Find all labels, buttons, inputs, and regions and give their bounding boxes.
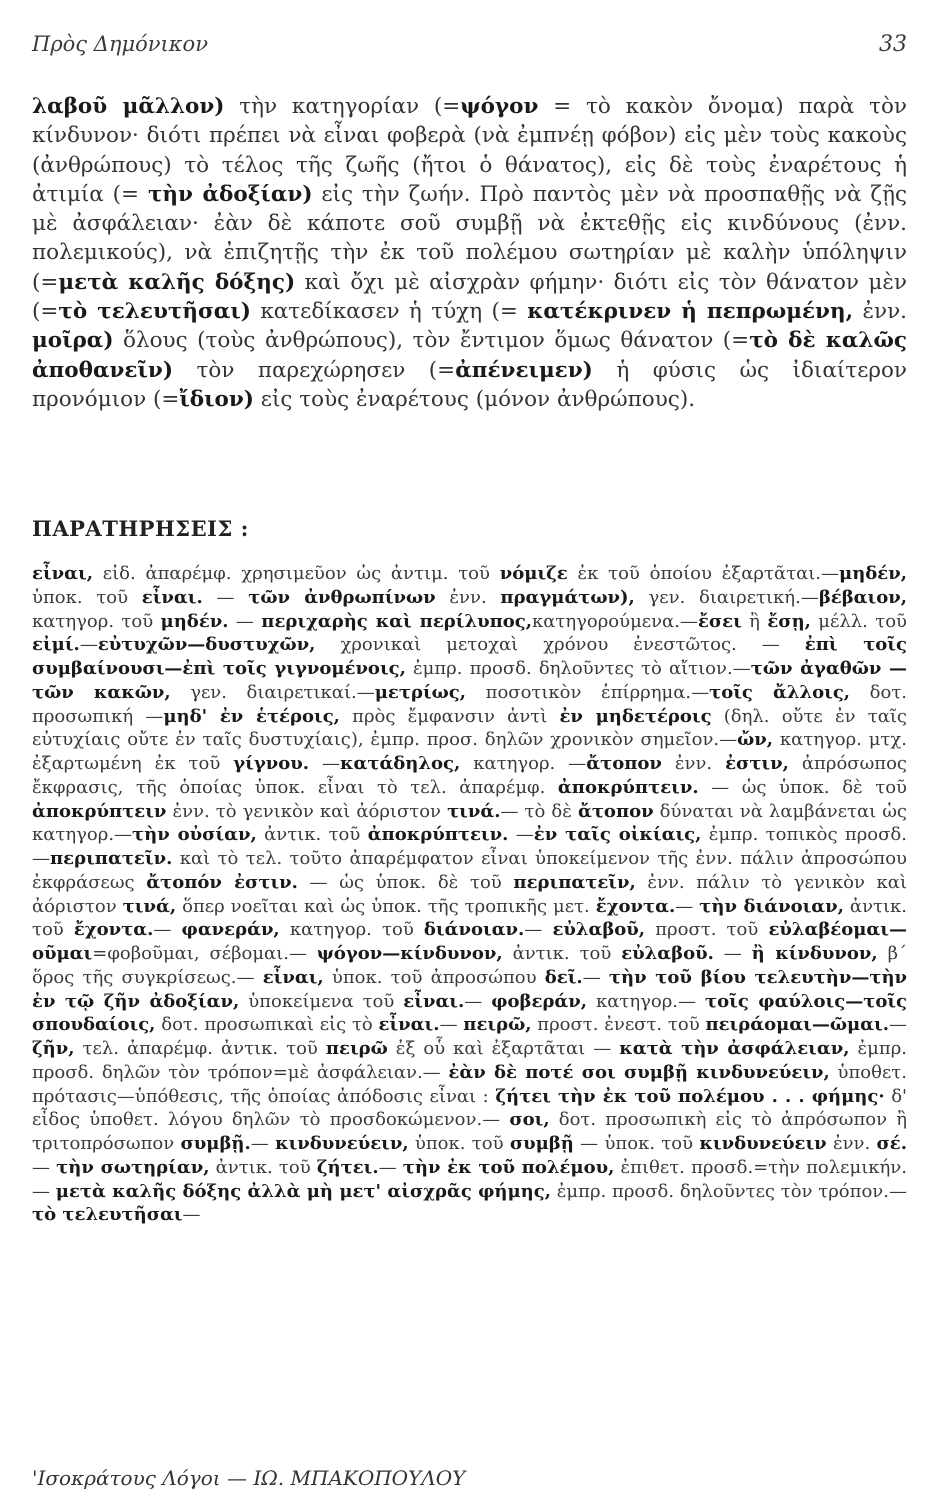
text-run: τελ. ἀπαρέμφ. ἀντικ. τοῦ	[74, 1038, 326, 1059]
bold-term: ἐν μηδετέροις	[559, 705, 712, 727]
text-run: ἐμπρ. προσδ. δηλοῦντες τὸ αἴτιον.—	[405, 658, 751, 679]
text-run: ἡ φύσις ὡς ἰδιαίτερον προνόμιον (=	[32, 357, 907, 412]
text-run: ἐνν.	[853, 299, 907, 325]
bold-term: ἴδιον)	[179, 386, 254, 412]
bold-term: τοῖς φαύλοις—τοῖς σπουδαίοις,	[32, 990, 908, 1036]
bold-term: ἐστιν,	[725, 753, 789, 774]
bold-term: ἐὰν δὲ ποτέ σοι συμβῇ κινδυνεύειν,	[448, 1061, 830, 1083]
text-run: —	[675, 895, 700, 917]
text-run: ὑποκ. τοῦ	[32, 586, 142, 608]
text-run: —	[378, 1156, 403, 1178]
bold-term: εἶναι.	[378, 1014, 440, 1036]
text-run: κατηγορ. —	[460, 753, 587, 774]
bold-term: τὴν τοῦ βίου τελευτὴν—τὴν ἐν τῷ ζῆν ἀδοξίαν,	[32, 966, 908, 1012]
text-run: ἢ	[741, 610, 768, 632]
text-run: τὸν παρεχώρησεν (=	[173, 357, 456, 383]
bold-term: εἶναι,	[32, 563, 93, 584]
text-run: —	[713, 943, 752, 964]
text-run: —	[182, 1204, 201, 1226]
text-run: =φοβοῦμαι, σέβομαι.—	[92, 943, 317, 964]
text-run: εἰς τοὺς ἐναρέτους (μόνον ἀνθρώπους).	[253, 386, 696, 412]
text-run: ἀντικ. τοῦ	[32, 895, 907, 941]
bold-term: συμβῇ.	[180, 1133, 251, 1154]
bold-term: τὴν διάνοιαν,	[699, 895, 844, 917]
text-run: —	[888, 1014, 907, 1036]
bold-term: ἔσει	[697, 610, 742, 632]
bold-term: φοβεράν,	[491, 990, 588, 1012]
text-run: —	[32, 1156, 57, 1178]
text-run: δύναται νὰ λαμβάνεται ὡς κατηγορ.—	[32, 800, 907, 846]
bold-term: κινδυνεύειν,	[275, 1133, 409, 1154]
bold-term: τὸ δὲ καλῶς ἀποθανεῖν)	[32, 328, 908, 383]
text-run: ὑποκ. τοῦ	[408, 1133, 510, 1154]
text-run: —	[309, 753, 340, 774]
bold-term: ζήτει τὴν ἐκ τοῦ πολέμου . . . φήμης·	[495, 1085, 885, 1107]
text-run: ὑποκείμενα τοῦ	[239, 990, 404, 1012]
bold-term: ἄτοπόν ἐστιν.	[146, 871, 298, 893]
text-run: — ὑποκ. τοῦ	[573, 1133, 700, 1154]
text-run: ἐκ τοῦ ὁποίου ἐξαρτᾶται.—	[567, 563, 840, 584]
text-run: ὅλους (τοὺς ἀνθρώπους), τὸν ἔντιμον ὅμως θάνατον (=	[113, 328, 750, 354]
bold-term: περιπατεῖν,	[513, 871, 636, 893]
text-run: —	[250, 1133, 276, 1154]
bold-term: ζῆν,	[32, 1038, 75, 1059]
text-run: (δηλ. οὔτε ἐν ταῖς εὐτυχίαις οὔτε ἐν ταῖς δυστυχίαις), ἐμπρ. προσ. δηλῶν χρονικὸν σημεῖον.—	[32, 705, 907, 751]
bold-term: ἀπένειμεν)	[455, 357, 593, 383]
text-run: κατηγορ. τοῦ	[279, 919, 424, 941]
text-run: ἐμπρ. προσδ. δηλῶν τὸν τρόπον=μὲ ἀσφάλειαν.—	[32, 1038, 907, 1083]
text-run: πρὸς ἔμφανσιν ἀντὶ	[339, 705, 560, 727]
bold-term: μετὰ καλῆς δόξης ἀλλὰ μὴ μετ' αἰσχρᾶς φήμης,	[55, 1180, 551, 1202]
page-footer: 'Ισοκράτους Λόγοι — ΙΩ. ΜΠΑΚΟΠΟΥΛΟΥ	[32, 1466, 466, 1490]
bold-term: εἶναι.	[403, 990, 465, 1012]
bold-term: πειρῶ	[325, 1038, 388, 1059]
bold-term: ζήτει.	[316, 1156, 379, 1178]
bold-term: ἄτοπον	[577, 800, 654, 822]
text-run: —	[508, 824, 534, 846]
bold-term: τὸ τελευτῆσαι	[32, 1204, 183, 1226]
text-run: —	[153, 919, 182, 941]
text-run: προστ. ἐνεστ. τοῦ	[531, 1014, 706, 1036]
text-run: —	[464, 990, 492, 1012]
bold-term: κατάδηλος,	[339, 753, 461, 774]
page-number: 33	[879, 32, 907, 57]
text-run: μέλλ. τοῦ	[810, 610, 907, 632]
bold-term: τὴν ἐκ τοῦ πολέμου,	[402, 1156, 615, 1178]
bold-term: σέ.	[876, 1133, 908, 1154]
bold-term: τῶν ἀγαθῶν —τῶν κακῶν,	[32, 658, 907, 703]
bold-term: βέβαιον,	[818, 586, 907, 608]
bold-term: τὴν σωτηρίαν,	[56, 1156, 210, 1178]
text-run: ἀπρόσωπος ἔκφρασις, τῆς ὁποίας ὑποκ. εἶναι τὸ τελ. ἀπαρέμφ.	[32, 753, 907, 798]
bold-term: μετὰ καλῆς δόξης)	[58, 269, 296, 295]
bold-term: φανεράν,	[181, 919, 280, 941]
bold-term: εὐτυχῶν—δυστυχῶν,	[97, 634, 316, 656]
text-run: τὴν κατηγορίαν (=	[224, 94, 461, 119]
bold-term: εὐλαβοῦ.	[621, 943, 714, 964]
text-run: δοτ. προσωπικαὶ εἰς τὸ	[155, 1014, 379, 1036]
bold-term: σοι,	[509, 1109, 550, 1131]
text-run: δοτ. προσωπική —	[32, 681, 908, 727]
bold-term: πειράομαι—ῶμαι.	[705, 1014, 889, 1036]
text-run: = τὸ κακὸν ὄνομα) παρὰ τὸν κίνδυνον· διότι πρέπει νὰ εἶναι φοβερὰ (νὰ ἐμπνέῃ φόβον) εἰς μὲν τοὺς κακοὺς (ἀνθρώπους) τὸ τέλος τῆς ζωῆς (ἤτοι ὁ θάνατος), εἰς δὲ τοὺς ἐναρέτους ἡ ἀτιμία (=	[32, 94, 907, 207]
text-run: —	[439, 1014, 464, 1036]
text-run: καὶ ὄχι μὲ αἰσχρὰν φήμην· διότι εἰς τὸν θάνατον μὲν (=	[32, 269, 907, 325]
text-run: ἐνν.	[661, 753, 726, 774]
bold-term: ἐπὶ τοῖς συμβαίνουσι—ἐπὶ τοῖς γιγνομένοις,	[32, 634, 907, 679]
text-run: γεν. διαιρετικαί.—	[170, 681, 375, 703]
bold-term: τοῖς ἄλλοις,	[709, 681, 851, 703]
notes-heading: ΠΑΡΑΤΗΡΗΣΕΙΣ :	[32, 516, 249, 541]
bold-term: δεῖ.	[544, 966, 583, 988]
text-run: —	[524, 919, 553, 941]
text-run: ὅπερ νοεῖται καὶ ὡς ὑποκ. τῆς τροπικῆς μετ.	[176, 895, 596, 917]
bold-term: ἀποκρύπτειν.	[367, 824, 509, 846]
bold-term: πειρῶ,	[463, 1014, 532, 1036]
bold-term: συμβῇ	[509, 1133, 574, 1154]
text-run: — ὡς ὑποκ. δὲ τοῦ	[297, 871, 514, 893]
bold-term: ἀποκρύπτειν	[32, 800, 167, 822]
bold-term: εὐλαβέομαι—οῦμαι	[32, 919, 907, 964]
text-run: —	[202, 586, 249, 608]
text-run: καὶ τὸ τελ. τοῦτο ἀπαρέμφατον εἶναι ὑποκείμενον τῆς ἐνν. πάλιν ἀπροσώπου ἐκφράσεως	[32, 848, 907, 893]
running-head	[32, 32, 907, 68]
text-run: ἐμπρ. τοπικὸς προσδ.—	[32, 824, 907, 869]
text-run: β΄ ὅρος τῆς συγκρίσεως.—	[32, 943, 907, 988]
text-run: ἀντικ. τοῦ	[502, 943, 622, 964]
text-run: δ' εἶδος ὑποθετ. λόγου δηλῶν τὸ προσδοκώμενον.—	[32, 1085, 908, 1131]
text-run: ἐνν.	[435, 586, 501, 608]
text-run: κατεδίκασεν ἡ τύχη (=	[250, 299, 528, 325]
text-run: κατηγορούμενα.—	[531, 610, 698, 632]
text-run: κατηγορ.—	[587, 990, 705, 1012]
bold-term: μοῖρα)	[32, 328, 114, 354]
bold-term: ἀποκρύπτειν.	[557, 776, 699, 798]
bold-term: μηδέν.	[160, 610, 229, 632]
text-run: — τὸ δὲ	[500, 800, 578, 822]
bold-term: πραγμάτων),	[500, 586, 635, 608]
bold-term: τῶν ἀνθρωπίνων	[248, 586, 436, 608]
bold-term: λαβοῦ μᾶλλον)	[32, 94, 225, 119]
bold-term: ἢ κίνδυνον,	[751, 943, 878, 964]
grammar-notes-paragraph	[32, 562, 907, 1227]
text-run: —	[582, 966, 609, 988]
text-run: ἀντικ. τοῦ	[209, 1156, 317, 1178]
text-run: —	[228, 610, 262, 632]
text-run: — ὡς ὑποκ. δὲ τοῦ	[698, 776, 907, 798]
text-run: εἰδ. ἀπαρέμφ. χρησιμεῦον ὡς ἀντιμ. τοῦ	[92, 563, 500, 584]
bold-term: κατέκρινεν ἡ πεπρωμένη,	[527, 299, 854, 325]
bold-term: μηδ' ἐν ἑτέροις,	[163, 705, 340, 727]
bold-term: τὴν οὐσίαν,	[132, 824, 257, 846]
running-title: Πρὸς Δημόνικον	[32, 32, 208, 56]
text-run: γεν. διαιρετική.—	[634, 586, 819, 608]
text-run: ποσοτικὸν ἐπίρρημα.—	[466, 681, 710, 703]
text-run: κατηγορ. μτχ. ἐξαρτωμένη ἐκ τοῦ	[32, 729, 908, 774]
bold-term: ψόγον	[460, 94, 539, 119]
bold-term: τὴν ἀδοξίαν)	[147, 181, 313, 207]
text-run: ὑποκ. τοῦ ἀπροσώπου	[323, 966, 545, 988]
bold-term: μηδέν,	[839, 563, 907, 584]
text-run: εἰς τὴν ζωήν. Πρὸ παντὸς μὲν νὰ προσπαθῇς νὰ ζῇς μὲ ἀσφάλειαν· ἐὰν δὲ κάποτε σοῦ συμβῇ νὰ ἐκτεθῇς εἰς κινδύνους (ἐνν. πολεμικούς), νὰ ἐπιζητῇς τὴν ἐκ τοῦ πολέμου σωτηρίαν μὲ καλὴν ὑπόληψιν (=	[32, 181, 907, 295]
bold-term: ἔχοντα.	[595, 895, 676, 917]
text-run: προστ. τοῦ	[645, 919, 769, 941]
text-run: ἐπιθετ. προσδ.=τὴν πολεμικήν.—	[32, 1156, 907, 1202]
bold-term: ἔχοντα.	[73, 919, 154, 941]
bold-term: ἐν ταῖς οἰκίαις,	[533, 824, 702, 846]
bold-term: εἰμί.	[32, 634, 80, 656]
text-run: ἐνν. τὸ γενικὸν καὶ ἀόριστον	[166, 800, 448, 822]
bold-term: εἶναι,	[262, 966, 324, 988]
text-run: ἐμπρ. προσδ. δηλοῦντες τὸν τρόπον.—	[551, 1180, 907, 1202]
bold-term: κατὰ τὴν ἀσφάλειαν,	[619, 1038, 850, 1059]
bold-term: κινδυνεύειν	[699, 1133, 827, 1154]
bold-term: τινά,	[122, 895, 177, 917]
text-run: ἀντικ. τοῦ	[256, 824, 368, 846]
bold-term: ἄτοπον	[586, 753, 662, 774]
translation-paragraph	[32, 92, 907, 414]
text-run: ὑποθετ. πρότασις—ὑπόθεσις, τῆς ὁποίας ἀπόδοσις εἶναι :	[32, 1061, 907, 1107]
bold-term: νόμιζε	[499, 563, 568, 584]
bold-term: γίγνου.	[233, 753, 309, 774]
bold-term: περιχαρὴς καὶ περίλυπος,	[261, 610, 532, 632]
bold-term: ψόγον—κίνδυνον,	[316, 943, 503, 964]
bold-term: τὸ τελευτῆσαι)	[58, 299, 251, 325]
text-run: ἐνν.	[826, 1133, 877, 1154]
text-run: —	[79, 634, 98, 656]
bold-term: ὤν,	[737, 729, 774, 751]
text-run: δοτ. προσωπικὴ εἰς τὸ ἀπρόσωπον ἢ τριτοπρόσωπον	[32, 1109, 908, 1154]
bold-term: ἔσῃ,	[767, 610, 811, 632]
text-run: ἐξ οὗ καὶ ἐξαρτᾶται —	[387, 1038, 620, 1059]
bold-term: εἶναι.	[141, 586, 203, 608]
text-run: χρονικαὶ μετοχαὶ χρόνου ἐνεστῶτος. —	[315, 634, 805, 656]
text-run: κατηγορ. τοῦ	[32, 610, 161, 632]
bold-term: περιπατεῖν.	[50, 848, 173, 869]
bold-term: τινά.	[447, 800, 501, 822]
text-run: ἐνν. πάλιν τὸ γενικὸν καὶ ἀόριστον	[32, 871, 908, 917]
bold-term: μετρίως,	[374, 681, 467, 703]
bold-term: εὐλαβοῦ,	[552, 919, 646, 941]
bold-term: διάνοιαν.	[423, 919, 525, 941]
